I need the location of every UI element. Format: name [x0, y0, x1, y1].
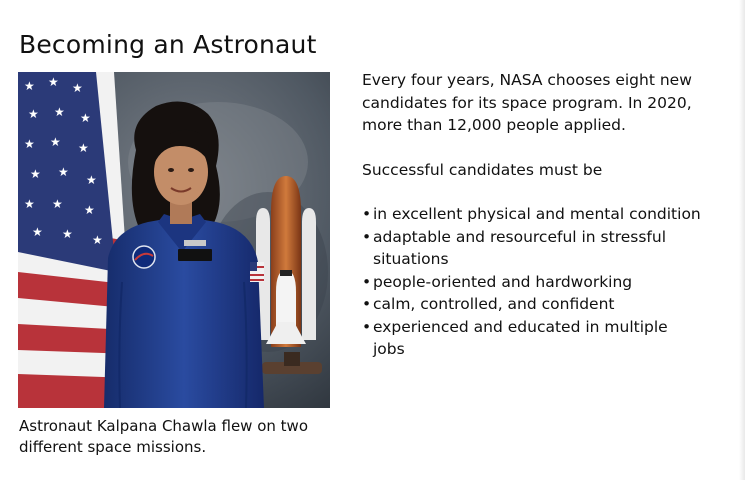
list-item: • in excellent physical and mental condition: [362, 203, 702, 226]
list-item: • calm, controlled, and confident: [362, 293, 702, 316]
list-item: • experienced and educated in multiple jobs: [362, 316, 702, 361]
svg-text:★: ★: [48, 75, 59, 89]
list-item: • people-oriented and hardworking: [362, 271, 702, 294]
photo-caption: Astronaut Kalpana Chawla flew on two different space missions.: [19, 417, 308, 456]
svg-text:★: ★: [24, 137, 35, 151]
svg-text:★: ★: [58, 165, 69, 179]
svg-text:★: ★: [32, 225, 43, 239]
svg-text:★: ★: [30, 167, 41, 181]
svg-text:★: ★: [84, 203, 95, 217]
svg-text:★: ★: [52, 197, 63, 211]
intro-paragraph: Every four years, NASA chooses eight new candidates for its space program. In 2020, more than 12,000 people applied.: [362, 71, 692, 134]
svg-text:★: ★: [62, 227, 73, 241]
astronaut-photo: [18, 72, 330, 408]
svg-text:★: ★: [72, 81, 83, 95]
list-item: • adaptable and resourceful in stressful situations: [362, 226, 702, 271]
svg-text:★: ★: [78, 141, 89, 155]
svg-text:★: ★: [86, 173, 97, 187]
svg-text:★: ★: [54, 105, 65, 119]
page-title: Becoming an Astronaut: [19, 30, 317, 59]
requirements-list: [362, 203, 702, 361]
svg-text:★: ★: [50, 135, 61, 149]
article-body: [362, 69, 702, 361]
svg-text:★: ★: [24, 197, 35, 211]
svg-text:★: ★: [80, 111, 91, 125]
svg-text:★: ★: [24, 79, 35, 93]
svg-text:★: ★: [28, 107, 39, 121]
svg-text:★: ★: [92, 233, 103, 247]
requirements-lead: Successful candidates must be: [362, 160, 603, 179]
